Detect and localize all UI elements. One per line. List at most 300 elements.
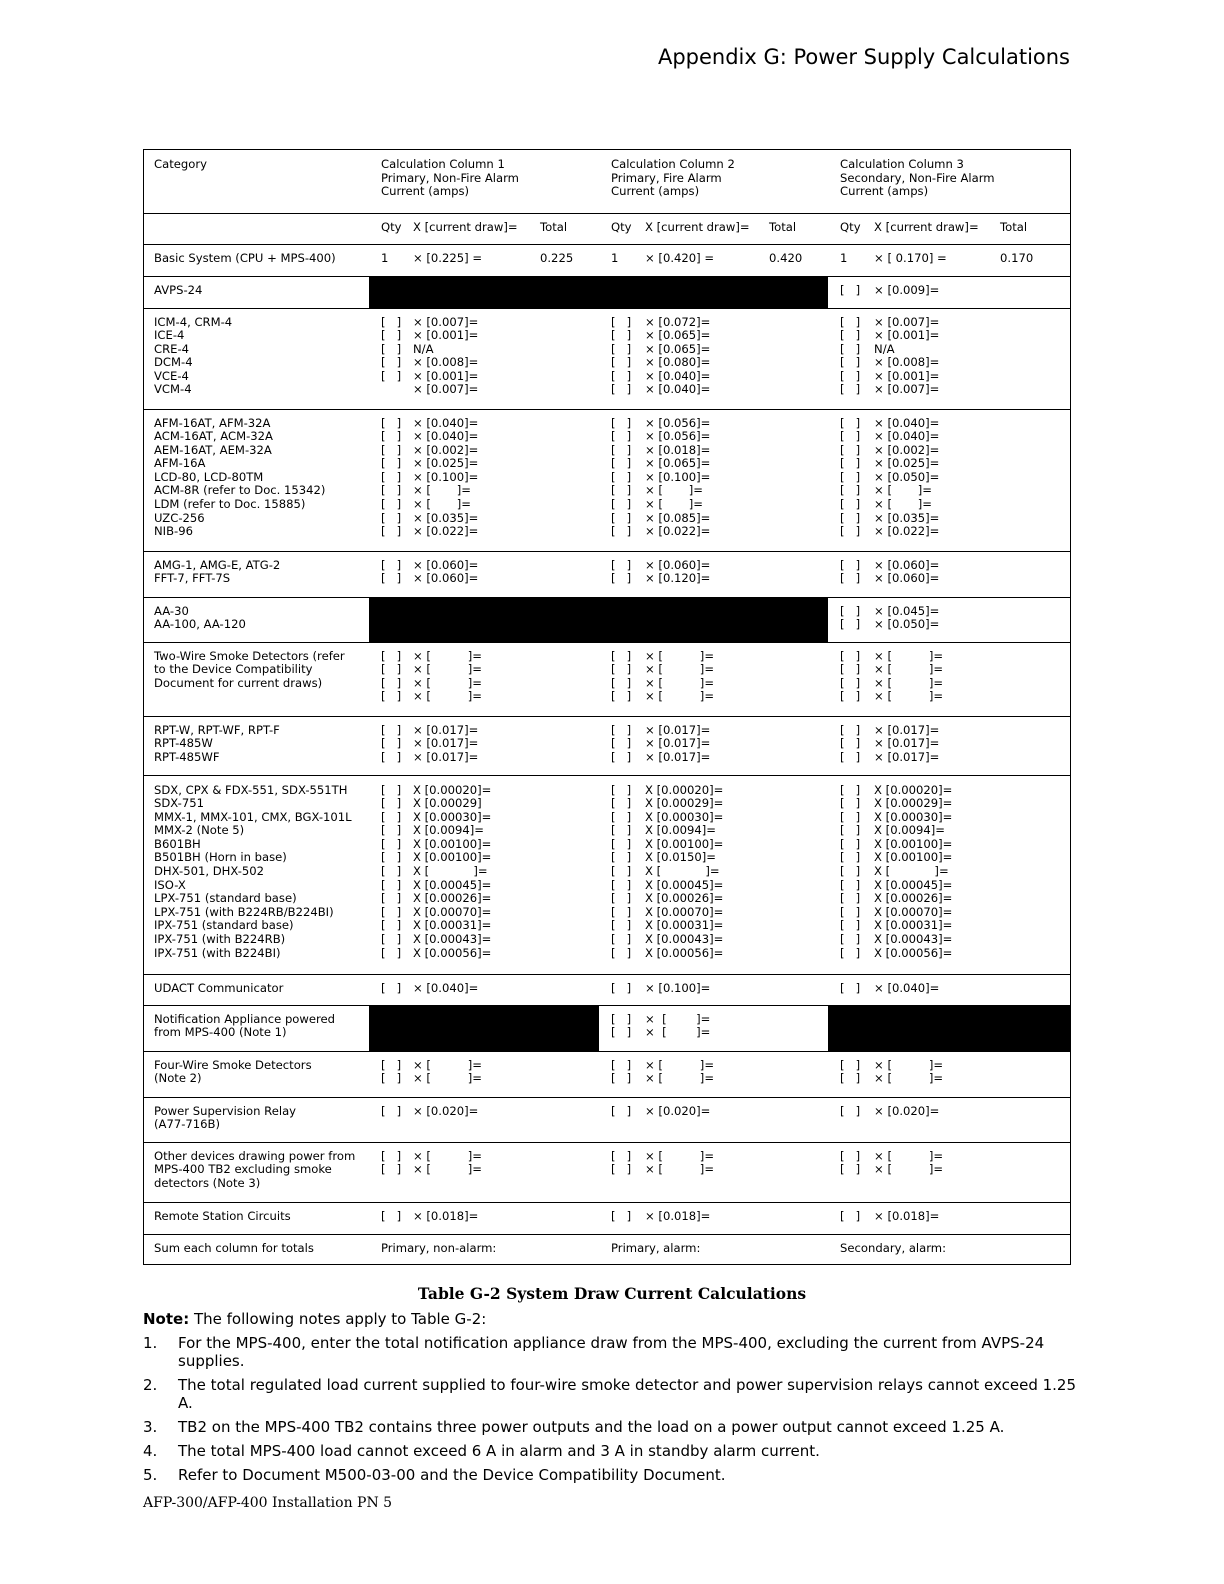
cell-line: × [0.017]= bbox=[874, 749, 940, 764]
cell-line: [ ] bbox=[381, 1103, 402, 1118]
cell-line: × [0.017]= bbox=[645, 736, 711, 751]
table-row bbox=[143, 1097, 1071, 1142]
total-cell bbox=[769, 716, 828, 775]
cell-line: [ ] bbox=[611, 904, 632, 919]
cell-line: × [ ]= bbox=[413, 1057, 483, 1072]
cell-line: Remote Station Circuits bbox=[154, 1208, 291, 1223]
table-row bbox=[143, 597, 1071, 642]
cell-line: [ ] bbox=[611, 918, 632, 933]
note-text: Refer to Document M500-03-00 and the Device Compatibility Document. bbox=[178, 1466, 726, 1484]
cell-line: × [ ]= bbox=[645, 483, 703, 498]
total-cell bbox=[769, 642, 828, 716]
cell-line: × [0.060]= bbox=[874, 571, 940, 586]
total-cell bbox=[769, 775, 828, 974]
cell-line: UDACT Communicator bbox=[154, 980, 284, 995]
cell-line: [ ] bbox=[840, 571, 861, 586]
cell-line: [ ] bbox=[381, 429, 402, 444]
cell-line: [ ] bbox=[840, 617, 861, 632]
cell-line: [ ] bbox=[840, 483, 861, 498]
table-row bbox=[143, 308, 1071, 409]
draw-heading: X [current draw]= bbox=[413, 213, 540, 244]
total-cell bbox=[1000, 642, 1071, 716]
cell-line: [ ] bbox=[381, 904, 402, 919]
total-cell bbox=[540, 1202, 599, 1234]
cell-line: [ ] bbox=[840, 282, 861, 297]
cell-line: [ ] bbox=[611, 368, 632, 383]
cell-line: VCE-4 bbox=[154, 368, 189, 383]
draw-cell bbox=[645, 1051, 769, 1097]
cell-line: [ ] bbox=[611, 415, 632, 430]
cell-line: AEM-16AT, AEM-32A bbox=[154, 442, 272, 457]
qty-cell bbox=[369, 716, 413, 775]
table-row bbox=[143, 974, 1071, 1005]
cell-line: DHX-501, DHX-502 bbox=[154, 864, 265, 879]
cell-line: [ ] bbox=[611, 1208, 632, 1223]
cell-line: [ ] bbox=[381, 524, 402, 539]
draw-cell bbox=[874, 1202, 1000, 1234]
cell-line: [ ] bbox=[381, 442, 402, 457]
total-cell bbox=[769, 409, 828, 551]
qty-cell bbox=[828, 308, 874, 409]
draw-cell bbox=[413, 551, 540, 597]
cell-line: RPT-485WF bbox=[154, 749, 220, 764]
note-number: 2. bbox=[143, 1376, 158, 1394]
cell-line: ICE-4 bbox=[154, 328, 185, 343]
qty-cell bbox=[599, 974, 645, 1005]
draw-cell bbox=[874, 597, 1000, 642]
cell-line: × [0.001]= bbox=[874, 328, 940, 343]
cell-line: [ ] bbox=[611, 328, 632, 343]
total-cell: 0.225 bbox=[540, 244, 599, 276]
page-header-title: Appendix G: Power Supply Calculations bbox=[657, 45, 1070, 69]
cell-line: [ ] bbox=[381, 1208, 402, 1223]
cell-line: [ ] bbox=[381, 510, 402, 525]
cell-line: [ ] bbox=[840, 796, 861, 811]
cell-line: × [ ]= bbox=[874, 689, 944, 704]
cell-line: Primary, alarm: bbox=[611, 1240, 701, 1255]
category-cell bbox=[143, 1005, 369, 1051]
cell-line: × [0.008]= bbox=[413, 355, 479, 370]
cell-line: [ ] bbox=[840, 442, 861, 457]
cell-line: × [ ]= bbox=[413, 648, 483, 663]
note-text: The total regulated load current supplied to four-wire smoke detector and power supervision relays cannot exceed 1.25 A. bbox=[178, 1376, 1077, 1412]
cell-line: × [ ]= bbox=[645, 1162, 715, 1177]
draw-cell bbox=[645, 716, 769, 775]
total-cell bbox=[1000, 1202, 1071, 1234]
table-row bbox=[143, 1202, 1071, 1234]
qty-cell bbox=[828, 551, 874, 597]
category-cell bbox=[143, 409, 369, 551]
draw-cell bbox=[645, 1005, 769, 1051]
draw-cell bbox=[645, 308, 769, 409]
cell-line: [ ] bbox=[381, 877, 402, 892]
cell-line: [ ] bbox=[381, 796, 402, 811]
cell-line: [ ] bbox=[840, 429, 861, 444]
cell-line: × [0.017]= bbox=[413, 722, 479, 737]
total-heading: Total bbox=[1000, 213, 1071, 244]
cell-line: × [0.025]= bbox=[874, 456, 940, 471]
total-heading: Total bbox=[540, 213, 599, 244]
total-cell bbox=[1000, 716, 1071, 775]
draw-cell bbox=[874, 1097, 1000, 1142]
shaded-cell bbox=[828, 1005, 1071, 1051]
qty-cell bbox=[369, 1202, 413, 1234]
cell-line: [ ] bbox=[381, 675, 402, 690]
cell-line: X [0.00020]= bbox=[645, 782, 724, 797]
cell-line: × [0.050]= bbox=[874, 469, 940, 484]
cell-line: [ ] bbox=[611, 662, 632, 677]
cell-line: [ ] bbox=[611, 314, 632, 329]
qty-cell bbox=[369, 1142, 413, 1202]
cell-line: LPX-751 (with B224RB/B224BI) bbox=[154, 904, 334, 919]
total-cell bbox=[1000, 1142, 1071, 1202]
cell-line: [ ] bbox=[611, 1162, 632, 1177]
cell-line: [ ] bbox=[840, 648, 861, 663]
cell-line: × [0.060]= bbox=[413, 557, 479, 572]
cell-line: × [0.007]= bbox=[413, 314, 479, 329]
cell-line: [ ] bbox=[611, 648, 632, 663]
page-footer: AFP-300/AFP-400 Installation PN 5 bbox=[143, 1495, 393, 1511]
cell-line: X [0.00026]= bbox=[413, 891, 492, 906]
draw-cell bbox=[645, 244, 769, 276]
cell-line: × [0.018]= bbox=[874, 1208, 940, 1223]
cell-line: X [0.0094]= bbox=[874, 823, 946, 838]
cell-line: [ ] bbox=[611, 355, 632, 370]
cell-line: [ ] bbox=[840, 749, 861, 764]
cell-line: [ ] bbox=[381, 980, 402, 995]
cell-line: [ ] bbox=[840, 314, 861, 329]
cell-line: X [0.00029]= bbox=[645, 796, 724, 811]
cell-line: IPX-751 (with B224BI) bbox=[154, 945, 281, 960]
cell-line: × [0.002]= bbox=[413, 442, 479, 457]
cell-line: B501BH (Horn in base) bbox=[154, 850, 287, 865]
cell-line: X [0.00056]= bbox=[413, 945, 492, 960]
cell-line: × [ 0.170] = bbox=[874, 250, 947, 265]
total-cell bbox=[769, 1051, 828, 1097]
cell-line: AVPS-24 bbox=[154, 282, 203, 297]
cell-line: [ ] bbox=[840, 877, 861, 892]
cell-line: [ ] bbox=[381, 823, 402, 838]
col1-heading: Calculation Column 1 Primary, Non-Fire Alarm Current (amps) bbox=[381, 157, 519, 199]
cell-line: × [0.007]= bbox=[874, 314, 940, 329]
cell-line: X [0.0094]= bbox=[645, 823, 716, 838]
cell-line: ACM-16AT, ACM-32A bbox=[154, 429, 273, 444]
cell-line: × [0.100]= bbox=[645, 980, 711, 995]
qty-cell bbox=[828, 1097, 874, 1142]
table-row bbox=[143, 642, 1071, 716]
qty-cell bbox=[828, 716, 874, 775]
qty-cell bbox=[599, 244, 645, 276]
cell-line: X [0.00100]= bbox=[413, 850, 492, 865]
cell-line: [ ] bbox=[611, 442, 632, 457]
category-cell bbox=[143, 551, 369, 597]
note-item bbox=[143, 1466, 1083, 1484]
cell-line: × [ ]= bbox=[645, 1071, 715, 1086]
cell-line: × [0.065]= bbox=[645, 456, 711, 471]
cell-line: × [0.017]= bbox=[645, 722, 711, 737]
qty-cell bbox=[599, 308, 645, 409]
cell-line: IPX-751 (with B224RB) bbox=[154, 932, 286, 947]
cell-line: AFM-16A bbox=[154, 456, 206, 471]
cell-line: × [ ]= bbox=[874, 483, 933, 498]
cell-line: [ ] bbox=[381, 749, 402, 764]
total-heading: Total bbox=[769, 213, 828, 244]
cell-line: X [0.00030]= bbox=[874, 809, 953, 824]
cell-line: [ ] bbox=[381, 483, 402, 498]
qty-cell bbox=[369, 1097, 413, 1142]
qty-cell bbox=[828, 1234, 947, 1265]
cell-line: × [0.018]= bbox=[645, 442, 711, 457]
cell-line: [ ] bbox=[381, 836, 402, 851]
total-cell bbox=[769, 1142, 828, 1202]
category-cell bbox=[143, 1051, 369, 1097]
cell-line: [ ] bbox=[381, 809, 402, 824]
cell-line: × [0.050]= bbox=[874, 617, 940, 632]
cell-line: to the Device Compatibility bbox=[154, 662, 313, 677]
cell-line: × [0.065]= bbox=[645, 341, 711, 356]
qty-cell bbox=[599, 1005, 645, 1051]
cell-line: × [ ]= bbox=[874, 1162, 944, 1177]
cell-line: [ ] bbox=[840, 469, 861, 484]
note-number: 4. bbox=[143, 1442, 158, 1460]
cell-line: × [0.045]= bbox=[874, 603, 940, 618]
cell-line: 1 bbox=[381, 250, 389, 265]
cell-line: RPT-485W bbox=[154, 736, 213, 751]
cell-line: × [ ]= bbox=[413, 1148, 483, 1163]
cell-line: [ ] bbox=[840, 904, 861, 919]
cell-line: AFM-16AT, AFM-32A bbox=[154, 415, 271, 430]
cell-line: X [0.00070]= bbox=[874, 904, 953, 919]
cell-line: Power Supervision Relay bbox=[154, 1103, 297, 1118]
table-row bbox=[143, 716, 1071, 775]
draw-cell bbox=[874, 775, 1000, 974]
cell-line: × [0.001]= bbox=[874, 368, 940, 383]
draw-cell bbox=[874, 551, 1000, 597]
cell-line: detectors (Note 3) bbox=[154, 1175, 261, 1190]
shaded-cell bbox=[369, 1005, 599, 1051]
draw-cell bbox=[874, 1051, 1000, 1097]
cell-line: X [0.00031]= bbox=[874, 918, 953, 933]
cell-line: X [0.00026]= bbox=[645, 891, 724, 906]
cell-line: [ ] bbox=[840, 864, 861, 879]
cell-line: [ ] bbox=[611, 782, 632, 797]
cell-line: [ ] bbox=[381, 932, 402, 947]
cell-line: × [0.022]= bbox=[413, 524, 479, 539]
cell-line: × [0.420] = bbox=[645, 250, 715, 265]
cell-line: [ ] bbox=[611, 809, 632, 824]
total-cell bbox=[769, 308, 828, 409]
cell-line: LDM (refer to Doc. 15885) bbox=[154, 497, 306, 512]
cell-line: [ ] bbox=[840, 524, 861, 539]
cell-line: [ ] bbox=[611, 429, 632, 444]
cell-line: × [0.017]= bbox=[413, 749, 479, 764]
cell-line: [ ] bbox=[611, 524, 632, 539]
cell-line: × [0.040]= bbox=[645, 382, 711, 397]
total-cell bbox=[1000, 409, 1071, 551]
cell-line: [ ] bbox=[611, 1057, 632, 1072]
cell-line: × [ ]= bbox=[874, 1071, 944, 1086]
cell-line: ICM-4, CRM-4 bbox=[154, 314, 233, 329]
shaded-cell bbox=[369, 597, 828, 642]
cell-line: FFT-7, FFT-7S bbox=[154, 571, 231, 586]
note-item bbox=[143, 1442, 1083, 1460]
cell-line: × [ ]= bbox=[645, 497, 703, 512]
cell-line: [ ] bbox=[611, 850, 632, 865]
cell-line: [ ] bbox=[840, 675, 861, 690]
draw-cell bbox=[413, 1051, 540, 1097]
draw-cell bbox=[413, 1202, 540, 1234]
cell-line: [ ] bbox=[381, 328, 402, 343]
table-row bbox=[143, 409, 1071, 551]
total-cell bbox=[540, 1051, 599, 1097]
draw-cell bbox=[645, 1097, 769, 1142]
cell-line: × [ ]= bbox=[645, 1025, 711, 1040]
cell-line: Secondary, alarm: bbox=[840, 1240, 947, 1255]
cell-line: [ ] bbox=[611, 689, 632, 704]
cell-line: [ ] bbox=[840, 689, 861, 704]
col2-heading: Calculation Column 2 Primary, Fire Alarm Current (amps) bbox=[611, 157, 735, 199]
cell-line: X [0.00020]= bbox=[413, 782, 492, 797]
cell-line: × [0.035]= bbox=[874, 510, 940, 525]
cell-line: [ ] bbox=[381, 368, 402, 383]
total-cell bbox=[1000, 551, 1071, 597]
system-draw-table bbox=[143, 149, 1071, 1265]
draw-cell bbox=[874, 974, 1000, 1005]
cell-line: [ ] bbox=[611, 675, 632, 690]
cell-line: [ ] bbox=[611, 749, 632, 764]
cell-line: × [ ]= bbox=[874, 675, 944, 690]
cell-line: × [0.072]= bbox=[645, 314, 711, 329]
notes-intro: The following notes apply to Table G-2: bbox=[193, 1310, 487, 1328]
cell-line: × [0.022]= bbox=[645, 524, 711, 539]
cell-line: [ ] bbox=[840, 1103, 861, 1118]
qty-heading: Qty bbox=[599, 213, 645, 244]
cell-line: × [ ]= bbox=[413, 689, 483, 704]
cell-line: × [0.065]= bbox=[645, 328, 711, 343]
total-cell bbox=[540, 409, 599, 551]
cell-line: X [0.00100]= bbox=[413, 836, 492, 851]
cell-line: [ ] bbox=[840, 945, 861, 960]
cell-line: [ ] bbox=[381, 469, 402, 484]
cell-line: N/A bbox=[413, 341, 434, 356]
cell-line: [ ] bbox=[840, 1148, 861, 1163]
qty-cell bbox=[599, 775, 645, 974]
qty-cell bbox=[369, 551, 413, 597]
draw-cell bbox=[645, 551, 769, 597]
draw-cell bbox=[413, 775, 540, 974]
cell-line: [ ] bbox=[840, 809, 861, 824]
cell-line: [ ] bbox=[611, 945, 632, 960]
draw-cell bbox=[413, 974, 540, 1005]
qty-cell bbox=[369, 308, 413, 409]
note-item bbox=[143, 1334, 1083, 1370]
cell-line: × [0.017]= bbox=[645, 749, 711, 764]
cell-line: × [ ]= bbox=[413, 662, 483, 677]
cell-line: X [0.00056]= bbox=[645, 945, 724, 960]
note-text: TB2 on the MPS-400 TB2 contains three power outputs and the load on a power output cannot exceed 1.25 A. bbox=[178, 1418, 1005, 1436]
draw-cell bbox=[874, 308, 1000, 409]
total-cell bbox=[1000, 775, 1071, 974]
cell-line: [ ] bbox=[840, 918, 861, 933]
draw-cell bbox=[645, 1142, 769, 1202]
notes-lead bbox=[143, 1310, 1083, 1328]
cell-line: X [0.00031]= bbox=[413, 918, 492, 933]
cell-line: × [0.060]= bbox=[874, 557, 940, 572]
cell-line: [ ] bbox=[840, 823, 861, 838]
total-cell bbox=[540, 642, 599, 716]
cell-line: × [0.100]= bbox=[413, 469, 479, 484]
qty-cell bbox=[369, 1234, 497, 1265]
cell-line: [ ] bbox=[381, 341, 402, 356]
cell-line: [ ] bbox=[840, 722, 861, 737]
table-row bbox=[143, 551, 1071, 597]
cell-line: × [0.020]= bbox=[874, 1103, 940, 1118]
cell-line: [ ] bbox=[611, 571, 632, 586]
cell-line: [ ] bbox=[611, 722, 632, 737]
cell-line: [ ] bbox=[381, 648, 402, 663]
cell-line: × [0.040]= bbox=[874, 415, 940, 430]
category-cell bbox=[143, 716, 369, 775]
cell-line: [ ] bbox=[611, 980, 632, 995]
table-row bbox=[143, 1234, 1071, 1265]
cell-line: × [ ]= bbox=[413, 1162, 483, 1177]
cell-line: [ ] bbox=[840, 497, 861, 512]
table-row bbox=[143, 276, 1071, 308]
draw-heading: X [current draw]= bbox=[645, 213, 769, 244]
cell-line: [ ] bbox=[381, 782, 402, 797]
category-cell bbox=[143, 597, 369, 642]
cell-line: × [0.020]= bbox=[413, 1103, 479, 1118]
total-cell bbox=[540, 1142, 599, 1202]
total-cell bbox=[769, 1234, 828, 1265]
qty-heading: Qty bbox=[828, 213, 874, 244]
cell-line: [ ] bbox=[611, 1011, 632, 1026]
qty-cell bbox=[828, 409, 874, 551]
cell-line: X [0.00029]= bbox=[874, 796, 953, 811]
total-cell bbox=[1000, 308, 1071, 409]
cell-line: [ ] bbox=[611, 497, 632, 512]
cell-line: CRE-4 bbox=[154, 341, 190, 356]
cell-line: [ ] bbox=[611, 864, 632, 879]
cell-line: UZC-256 bbox=[154, 510, 205, 525]
total-cell bbox=[1000, 597, 1071, 642]
category-cell bbox=[143, 1202, 369, 1234]
cell-line: SDX-751 bbox=[154, 796, 204, 811]
cell-line: × [0.018]= bbox=[645, 1208, 711, 1223]
cell-line: × [0.001]= bbox=[413, 328, 479, 343]
cell-line: [ ] bbox=[840, 891, 861, 906]
total-cell bbox=[1000, 974, 1071, 1005]
cell-line: NIB-96 bbox=[154, 524, 193, 539]
cell-line: × [0.040]= bbox=[413, 415, 479, 430]
cell-line: × [ ]= bbox=[645, 1148, 715, 1163]
cell-line: × [ ]= bbox=[645, 689, 715, 704]
cell-line: RPT-W, RPT-WF, RPT-F bbox=[154, 722, 280, 737]
note-text: For the MPS-400, enter the total notification appliance draw from the MPS-400, excluding the current from AVPS-24 supplies. bbox=[178, 1334, 1045, 1370]
cell-line: [ ] bbox=[840, 328, 861, 343]
qty-cell bbox=[828, 775, 874, 974]
cell-line: [ ] bbox=[611, 891, 632, 906]
cell-line: × [0.040]= bbox=[874, 429, 940, 444]
cell-line: [ ] bbox=[611, 469, 632, 484]
cell-line: Four-Wire Smoke Detectors bbox=[154, 1057, 312, 1072]
qty-cell bbox=[828, 597, 874, 642]
table-row bbox=[143, 775, 1071, 974]
cell-line: [ ] bbox=[840, 456, 861, 471]
cell-line: X [0.0150]= bbox=[645, 850, 716, 865]
cell-line: X [0.00070]= bbox=[413, 904, 492, 919]
qty-cell bbox=[828, 276, 874, 308]
